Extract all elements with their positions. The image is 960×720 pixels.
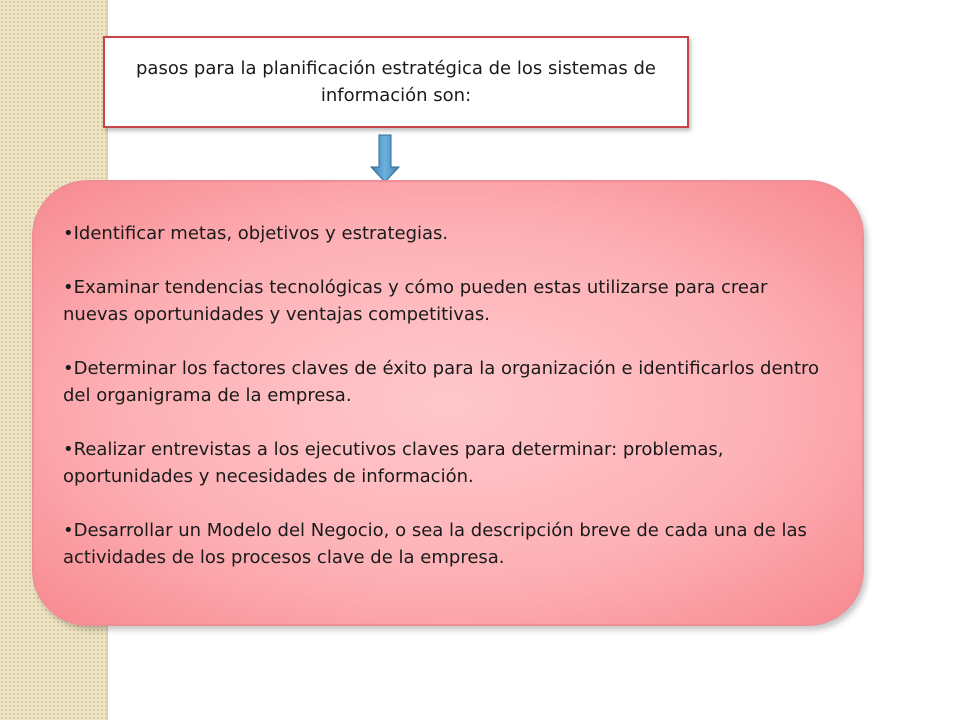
title-text: pasos para la planificación estratégica de los sistemas de información son: [135,58,656,106]
steps-box [32,180,864,626]
step-item: •Determinar los factores claves de éxito para la organización e identificarlos dentro del organigrama de la empresa. [63,358,820,406]
step-item: •Desarrollar un Modelo del Negocio, o sea la descripción breve de cada una de las actividades de los procesos clave de la empresa. [63,520,807,568]
title-box [103,36,689,128]
step-item: •Realizar entrevistas a los ejecutivos claves para determinar: problemas, oportunidades y necesidades de información. [63,439,724,487]
step-item: •Identificar metas, objetivos y estrategias. [63,223,449,244]
step-item: •Examinar tendencias tecnológicas y cómo pueden estas utilizarse para crear nuevas oportunidades y ventajas competitivas. [63,277,768,325]
arrow-down-icon [370,134,400,184]
